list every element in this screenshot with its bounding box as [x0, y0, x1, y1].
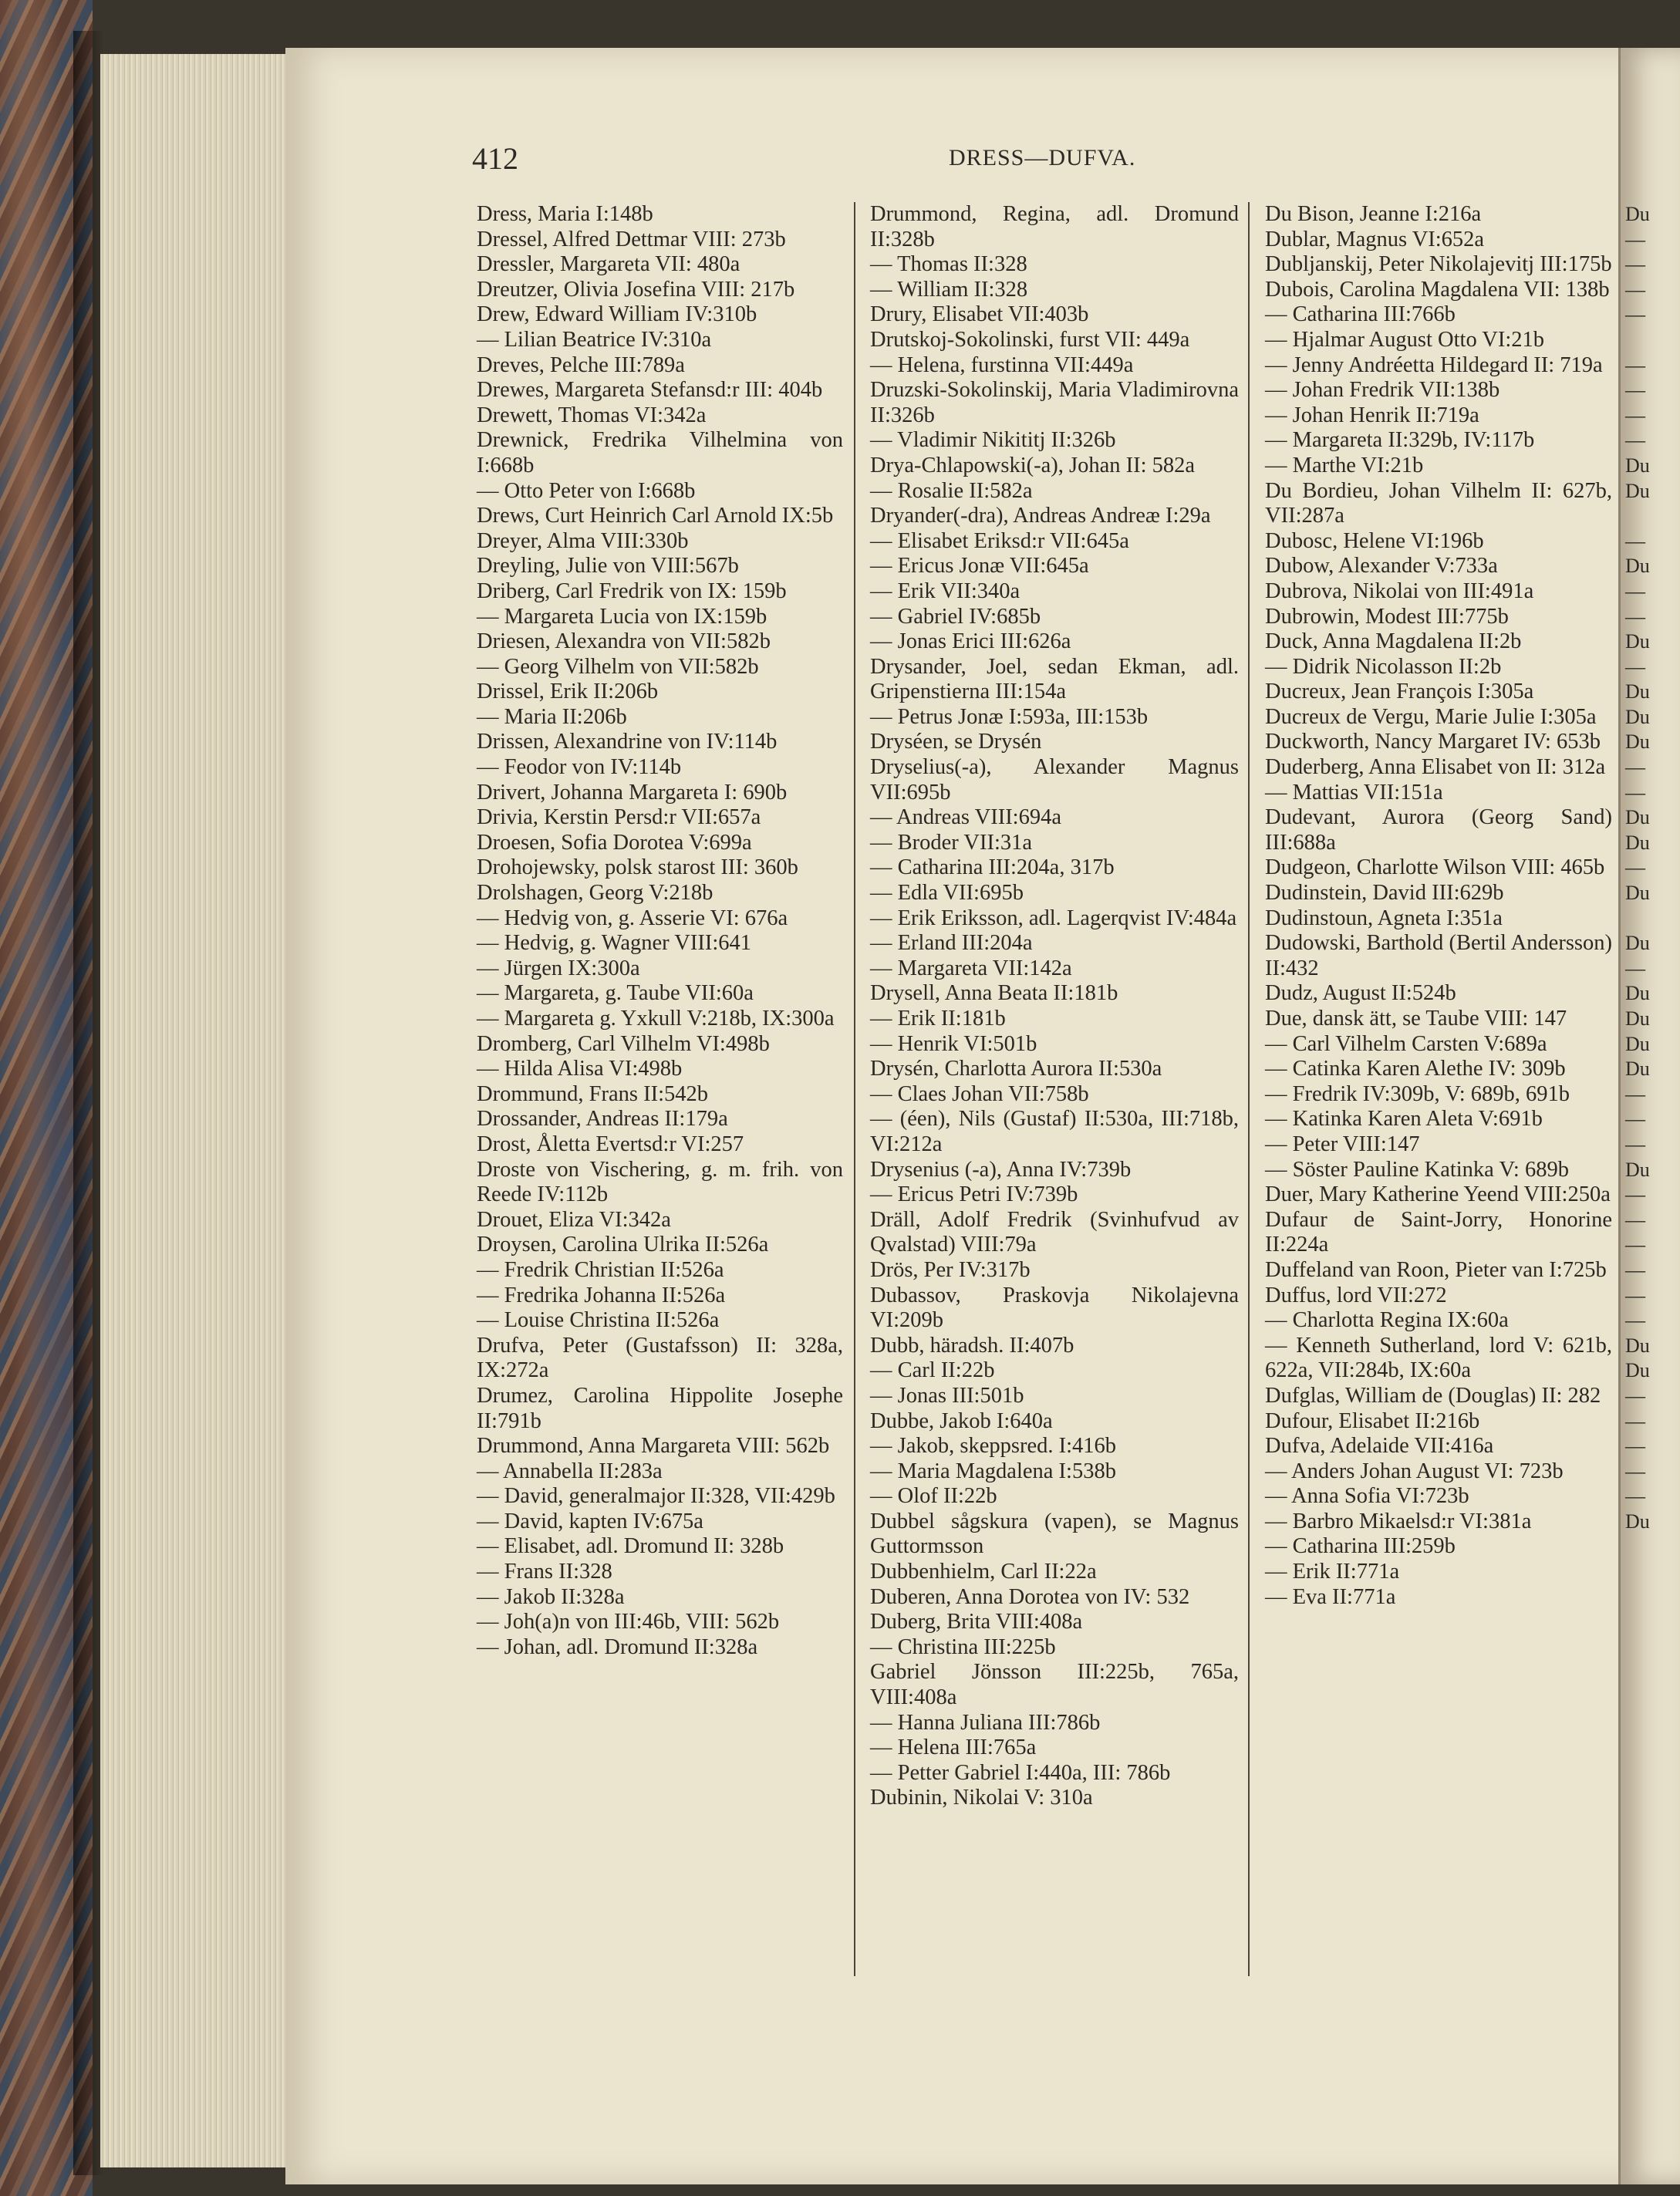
- index-entry: — Margareta Lucia von IX:159b: [477, 604, 767, 629]
- index-entry: — Kenneth Sutherland, lord V: 621b, 622a, VII:284b, IX:60a: [1265, 1333, 1612, 1383]
- index-entry: Drivia, Kerstin Persd:r VII:657a: [477, 805, 761, 830]
- right-page-fragment: —: [1625, 278, 1645, 301]
- index-entry: Drews, Curt Heinrich Carl Arnold IX:5b: [477, 504, 834, 528]
- index-entry: Dubassov, Praskovja Nikolajevna VI:209b: [870, 1283, 1239, 1333]
- index-entry: Drummond, Regina, adl. Dromund II:328b: [870, 202, 1239, 251]
- index-entry: Dromberg, Carl Vilhelm VI:498b: [477, 1031, 770, 1056]
- index-entry: Ducreux de Vergu, Marie Julie I:305a: [1265, 704, 1597, 729]
- index-entry: — Eva II:771a: [1265, 1584, 1396, 1609]
- index-entry: — Söster Pauline Katinka V: 689b: [1265, 1157, 1569, 1182]
- index-entry: Dudinstein, David III:629b: [1265, 881, 1504, 906]
- index-entry: Driberg, Carl Fredrik von IX: 159b: [477, 579, 787, 603]
- index-entry: Dubrova, Nikolai von III:491a: [1265, 579, 1534, 603]
- index-entry: Dudowski, Barthold (Bertil Andersson) II:432: [1265, 931, 1612, 980]
- running-head: DRESS—DUFVA.: [949, 145, 1136, 170]
- index-entry: — Erik Eriksson, adl. Lagerqvist IV:484a: [870, 906, 1237, 930]
- index-entry: Drolshagen, Georg V:218b: [477, 881, 713, 906]
- index-entry: Dryselius(-a), Alexander Magnus VII:695b: [870, 755, 1239, 805]
- index-entry: Du Bordieu, Johan Vilhelm II: 627b, VII:287a: [1265, 478, 1612, 528]
- index-entry: Drya-Chlapowski(-a), Johan II: 582a: [870, 453, 1196, 477]
- index-entry: — Vladimir Nikititj II:326b: [870, 428, 1116, 453]
- index-entry: Drewett, Thomas VI:342a: [477, 403, 707, 427]
- index-entry: Dubljanskij, Peter Nikolajevitj III:175b: [1265, 252, 1612, 277]
- right-page-fragment: Du: [1625, 630, 1650, 653]
- index-entry: — Olof II:22b: [870, 1484, 997, 1509]
- right-page-fragment: —: [1625, 781, 1645, 804]
- index-entry: — Anders Johan August VI: 723b: [1265, 1459, 1564, 1483]
- index-entry: — Hjalmar August Otto VI:21b: [1265, 327, 1545, 352]
- index-entry: Driesen, Alexandra von VII:582b: [477, 629, 771, 654]
- index-entry: Drissel, Erik II:206b: [477, 680, 659, 704]
- index-entry: Dudevant, Aurora (Georg Sand) III:688a: [1265, 805, 1612, 855]
- index-entry: — Erik II:181b: [870, 1007, 1006, 1031]
- index-entry: — Otto Peter von I:668b: [477, 478, 696, 503]
- right-page-fragment: —: [1625, 1409, 1645, 1432]
- right-page-fragment: —: [1625, 956, 1645, 980]
- index-entry: — Georg Vilhelm von VII:582b: [477, 654, 759, 679]
- index-entry: Dubbenhielm, Carl II:22a: [870, 1560, 1097, 1584]
- index-entry: — Christina III:225b: [870, 1634, 1056, 1659]
- index-entry: — Johan, adl. Dromund II:328a: [477, 1634, 758, 1659]
- column-rule: [854, 202, 855, 1976]
- right-page-fragment: Du: [1625, 882, 1650, 905]
- index-entry: Dräll, Adolf Fredrik (Svinhufvud av Qvalstad) VIII:79a: [870, 1207, 1239, 1257]
- index-entry: — Joh(a)n von III:46b, VIII: 562b: [477, 1610, 780, 1634]
- right-page-fragment: —: [1625, 429, 1645, 452]
- index-entry: Due, dansk ätt, se Taube VIII: 147: [1265, 1007, 1567, 1031]
- right-page-fragment: —: [1625, 1082, 1645, 1105]
- right-page-fragment: Du: [1625, 982, 1650, 1005]
- index-entry: — Fredrik IV:309b, V: 689b, 691b: [1265, 1081, 1570, 1106]
- right-page-fragment: Du: [1625, 454, 1650, 477]
- right-page-fragment: [1621, 328, 1680, 353]
- index-entry: — Henrik VI:501b: [870, 1031, 1037, 1056]
- index-entry: Droysen, Carolina Ulrika II:526a: [477, 1233, 769, 1257]
- index-entry: — Barbro Mikaelsd:r VI:381a: [1265, 1509, 1532, 1533]
- right-page-fragment: —: [1625, 303, 1645, 326]
- index-entry: Druzski-Sokolinskij, Maria Vladimirovna II:326b: [870, 378, 1239, 427]
- index-entry: Dubosc, Helene VI:196b: [1265, 528, 1484, 553]
- index-entry: Drysenius (-a), Anna IV:739b: [870, 1157, 1132, 1182]
- index-entry: — Margareta, g. Taube VII:60a: [477, 981, 754, 1006]
- index-entry: Drouet, Eliza VI:342a: [477, 1207, 671, 1232]
- right-page-fragment: —: [1625, 228, 1645, 251]
- index-entry: — Hedvig von, g. Asserie VI: 676a: [477, 906, 788, 930]
- right-page-fragment: Du: [1625, 1007, 1650, 1030]
- right-page-fragment: [1621, 504, 1680, 529]
- index-entry: — Fredrik Christian II:526a: [477, 1257, 724, 1282]
- right-page-fragment: Du: [1625, 1510, 1650, 1533]
- index-entry: Drutskoj-Sokolinski, furst VII: 449a: [870, 327, 1190, 352]
- right-page-fragment: Du: [1625, 1032, 1650, 1055]
- index-entry: — Maria II:206b: [477, 704, 627, 729]
- index-entry: Dreyling, Julie von VIII:567b: [477, 554, 739, 579]
- right-page-fragment: —: [1625, 1132, 1645, 1155]
- index-entry: — Johan Fredrik VII:138b: [1265, 378, 1500, 403]
- index-entry: — Hilda Alisa VI:498b: [477, 1057, 683, 1081]
- page-block-edges: [100, 54, 293, 2167]
- index-entry: — Claes Johan VII:758b: [870, 1081, 1089, 1106]
- index-entry: Drossander, Andreas II:179a: [477, 1107, 728, 1132]
- index-entry: — (éen), Nils (Gustaf) II:530a, III:718b, VI:212a: [870, 1107, 1239, 1156]
- index-entry: — Jakob II:328a: [477, 1584, 625, 1609]
- index-entry: Drysell, Anna Beata II:181b: [870, 981, 1118, 1006]
- index-entry: Dubrowin, Modest III:775b: [1265, 604, 1509, 629]
- index-entry: Ducreux, Jean François I:305a: [1265, 680, 1534, 704]
- right-page-fragment: Du: [1625, 1359, 1650, 1382]
- index-entry: Dubbel sågskura (vapen), se Magnus Guttormsson: [870, 1509, 1239, 1559]
- index-entry: — Petrus Jonæ I:593a, III:153b: [870, 704, 1149, 729]
- index-entry: — Marthe VI:21b: [1265, 453, 1424, 477]
- right-page-fragment: —: [1625, 353, 1645, 376]
- right-page-fragment: —: [1625, 1485, 1645, 1508]
- index-entry: — Peter VIII:147: [1265, 1132, 1420, 1156]
- index-entry: Dreves, Pelche III:789a: [477, 353, 685, 377]
- right-page-edge: [1618, 48, 1680, 2184]
- index-entry: — Jürgen IX:300a: [477, 956, 640, 980]
- index-entry: Duffus, lord VII:272: [1265, 1283, 1447, 1307]
- index-entry: Drivert, Johanna Margareta I: 690b: [477, 780, 788, 805]
- index-column-3: [1265, 202, 1612, 1610]
- right-page-fragment: Du: [1625, 1058, 1650, 1081]
- index-entry: Dryander(-dra), Andreas Andreæ I:29a: [870, 504, 1211, 528]
- right-page-fragment: —: [1625, 1284, 1645, 1307]
- index-entry: Drumez, Carolina Hippolite Josephe II:791b: [477, 1383, 843, 1433]
- index-entry: Drös, Per IV:317b: [870, 1257, 1031, 1282]
- index-entry: Dressler, Margareta VII: 480a: [477, 252, 740, 277]
- right-page-fragment: —: [1625, 655, 1645, 678]
- index-entry: Dubb, häradsh. II:407b: [870, 1333, 1074, 1358]
- column-rule: [1248, 202, 1250, 1976]
- index-entry: — Hedvig, g. Wagner VIII:641: [477, 931, 751, 956]
- index-entry: Drewes, Margareta Stefansd:r III: 404b: [477, 378, 823, 403]
- right-page-fragment: —: [1625, 1108, 1645, 1131]
- right-page-fragment: —: [1625, 756, 1645, 779]
- index-entry: Drury, Elisabet VII:403b: [870, 302, 1089, 327]
- index-entry: Duberen, Anna Dorotea von IV: 532: [870, 1584, 1190, 1609]
- index-entry: Dudgeon, Charlotte Wilson VIII: 465b: [1265, 855, 1605, 880]
- index-entry: Drost, Åletta Evertsd:r VI:257: [477, 1132, 744, 1156]
- index-entry: — Margareta II:329b, IV:117b: [1265, 428, 1535, 453]
- index-entry: — Maria Magdalena I:538b: [870, 1459, 1116, 1483]
- index-entry: — Andreas VIII:694a: [870, 805, 1061, 830]
- index-entry: — Margareta g. Yxkull V:218b, IX:300a: [477, 1007, 835, 1031]
- right-page-fragment: Du: [1625, 1158, 1650, 1181]
- right-page-fragment: —: [1625, 1384, 1645, 1407]
- index-entry: — Catinka Karen Alethe IV: 309b: [1265, 1057, 1566, 1081]
- index-entry: Drew, Edward William IV:310b: [477, 302, 757, 327]
- index-entry: Duderberg, Anna Elisabet von II: 312a: [1265, 755, 1606, 780]
- index-entry: — Jonas III:501b: [870, 1383, 1024, 1408]
- index-entry: Dudinstoun, Agneta I:351a: [1265, 906, 1503, 930]
- index-entry: Dubbe, Jakob I:640a: [870, 1408, 1053, 1433]
- right-page-fragment: Du: [1625, 831, 1650, 854]
- index-entry: — Ericus Petri IV:739b: [870, 1182, 1078, 1207]
- index-entry: — Jakob, skeppsred. I:416b: [870, 1434, 1116, 1459]
- index-entry: Drysén, Charlotta Aurora II:530a: [870, 1057, 1162, 1081]
- index-entry: Gabriel Jönsson III:225b, 765a, VIII:408a: [870, 1660, 1239, 1710]
- right-page-fragment: Du: [1625, 705, 1650, 728]
- index-entry: — Charlotta Regina IX:60a: [1265, 1308, 1509, 1333]
- index-entry: — Thomas II:328: [870, 252, 1027, 277]
- right-page-fragment: —: [1625, 856, 1645, 879]
- index-entry: — Carl Vilhelm Carsten V:689a: [1265, 1031, 1547, 1056]
- index-entry: — Rosalie II:582a: [870, 478, 1033, 503]
- right-page-fragment: —: [1625, 529, 1645, 552]
- index-entry: — Erland III:204a: [870, 931, 1033, 956]
- index-entry: Drissen, Alexandrine von IV:114b: [477, 730, 778, 754]
- right-page-fragment: —: [1625, 403, 1645, 427]
- index-entry: Dreyer, Alma VIII:330b: [477, 528, 689, 553]
- index-entry: Droesen, Sofia Dorotea V:699a: [477, 830, 752, 855]
- index-entry: Drohojewsky, polsk starost III: 360b: [477, 855, 798, 880]
- right-page-fragment: Du: [1625, 680, 1650, 703]
- index-entry: — Ericus Jonæ VII:645a: [870, 554, 1089, 579]
- right-page-fragment: —: [1625, 1435, 1645, 1458]
- index-entry: Drummond, Anna Margareta VIII: 562b: [477, 1434, 830, 1459]
- index-entry: — Fredrika Johanna II:526a: [477, 1283, 726, 1307]
- index-entry: — William II:328: [870, 277, 1028, 302]
- index-entry: Dufour, Elisabet II:216b: [1265, 1408, 1480, 1433]
- index-entry: Drysander, Joel, sedan Ekman, adl. Gripenstierna III:154a: [870, 654, 1239, 704]
- right-page-fragment: Du: [1625, 730, 1650, 754]
- right-page-fragment: —: [1625, 579, 1645, 602]
- index-entry: — David, generalmajor II:328, VII:429b: [477, 1484, 835, 1509]
- right-page-fragment: Du: [1625, 555, 1650, 578]
- right-page-fragment: —: [1625, 1309, 1645, 1332]
- index-entry: Dubois, Carolina Magdalena VII: 138b: [1265, 277, 1610, 302]
- index-entry: Drommund, Frans II:542b: [477, 1081, 709, 1106]
- index-entry: Dress, Maria I:148b: [477, 202, 653, 226]
- index-entry: — Lilian Beatrice IV:310a: [477, 327, 712, 352]
- index-entry: — Petter Gabriel I:440a, III: 786b: [870, 1760, 1171, 1785]
- right-page-fragment: —: [1625, 1258, 1645, 1281]
- spine-shadow: [73, 31, 104, 2175]
- right-page-fragment: —: [1625, 379, 1645, 402]
- index-entry: — Broder VII:31a: [870, 830, 1033, 855]
- index-entry: Drufva, Peter (Gustafsson) II: 328a, IX:272a: [477, 1333, 843, 1383]
- index-entry: Duckworth, Nancy Margaret IV: 653b: [1265, 730, 1601, 754]
- right-page-fragment: Du: [1625, 479, 1650, 502]
- index-entry: Dudz, August II:524b: [1265, 981, 1456, 1006]
- index-entry: — Katinka Karen Aleta V:691b: [1265, 1107, 1543, 1132]
- index-entry: — Johan Henrik II:719a: [1265, 403, 1479, 427]
- index-entry: — Mattias VII:151a: [1265, 780, 1443, 805]
- right-page-fragment: Du: [1625, 203, 1650, 225]
- index-entry: Du Bison, Jeanne I:216a: [1265, 202, 1482, 226]
- index-entry: — Louise Christina II:526a: [477, 1308, 720, 1333]
- index-entry: Dryséen, se Drysén: [870, 730, 1042, 754]
- index-entry: — Jenny Andréetta Hildegard II: 719a: [1265, 353, 1603, 377]
- right-page-fragment: —: [1625, 253, 1645, 276]
- index-entry: — Elisabet, adl. Dromund II: 328b: [477, 1534, 784, 1559]
- page-number: 412: [472, 141, 518, 176]
- right-page-fragment: —: [1625, 1183, 1645, 1206]
- index-entry: — Frans II:328: [477, 1560, 612, 1584]
- index-entry: Drewnick, Fredrika Vilhelmina von I:668b: [477, 428, 843, 477]
- index-entry: Dufglas, William de (Douglas) II: 282: [1265, 1383, 1601, 1408]
- index-entry: Duck, Anna Magdalena II:2b: [1265, 629, 1522, 654]
- index-entry: Dreutzer, Olivia Josefina VIII: 217b: [477, 277, 795, 302]
- index-entry: — David, kapten IV:675a: [477, 1509, 703, 1533]
- index-entry: Duberg, Brita VIII:408a: [870, 1610, 1083, 1634]
- index-entry: Droste von Vischering, g. m. frih. von Reede IV:112b: [477, 1157, 843, 1207]
- index-entry: — Margareta VII:142a: [870, 956, 1072, 980]
- index-entry: — Jonas Erici III:626a: [870, 629, 1071, 654]
- right-page-fragment: Du: [1625, 806, 1650, 829]
- index-entry: — Gabriel IV:685b: [870, 604, 1041, 629]
- right-page-fragment: —: [1625, 1233, 1645, 1257]
- index-entry: — Helena, furstinna VII:449a: [870, 353, 1134, 377]
- index-entry: — Elisabet Eriksd:r VII:645a: [870, 528, 1129, 553]
- index-entry: — Erik VII:340a: [870, 579, 1020, 603]
- right-page-fragment: —: [1625, 605, 1645, 628]
- index-entry: — Edla VII:695b: [870, 881, 1024, 906]
- index-entry: — Hanna Juliana III:786b: [870, 1710, 1101, 1735]
- index-entry: — Didrik Nicolasson II:2b: [1265, 654, 1502, 679]
- index-entry: — Catharina III:766b: [1265, 302, 1456, 327]
- index-entry: Dufaur de Saint-Jorry, Honorine II:224a: [1265, 1207, 1612, 1257]
- index-entry: — Anna Sofia VI:723b: [1265, 1484, 1469, 1509]
- right-page-fragment: —: [1625, 1208, 1645, 1231]
- index-entry: — Carl II:22b: [870, 1358, 995, 1383]
- index-entry: Dublar, Magnus VI:652a: [1265, 227, 1485, 251]
- index-entry: — Helena III:765a: [870, 1736, 1037, 1760]
- index-column-2: [870, 202, 1239, 1811]
- index-entry: — Erik II:771a: [1265, 1560, 1400, 1584]
- index-entry: — Catharina III:259b: [1265, 1534, 1456, 1559]
- right-page-fragment: [1621, 906, 1680, 932]
- index-column-1: [477, 202, 843, 1660]
- right-page-fragment: Du: [1625, 932, 1650, 955]
- index-entry: Dressel, Alfred Dettmar VIII: 273b: [477, 227, 786, 251]
- index-entry: — Annabella II:283a: [477, 1459, 663, 1483]
- index-entry: Duer, Mary Katherine Yeend VIII:250a: [1265, 1182, 1611, 1207]
- index-entry: Dubinin, Nikolai V: 310a: [870, 1786, 1093, 1810]
- right-page-fragment: —: [1625, 1459, 1645, 1483]
- index-entry: Dufva, Adelaide VII:416a: [1265, 1434, 1494, 1459]
- index-entry: Duffeland van Roon, Pieter van I:725b: [1265, 1257, 1607, 1282]
- index-entry: — Catharina III:204a, 317b: [870, 855, 1115, 880]
- index-entry: Dubow, Alexander V:733a: [1265, 554, 1498, 579]
- index-entry: — Feodor von IV:114b: [477, 755, 682, 780]
- right-page-fragment: Du: [1625, 1334, 1650, 1357]
